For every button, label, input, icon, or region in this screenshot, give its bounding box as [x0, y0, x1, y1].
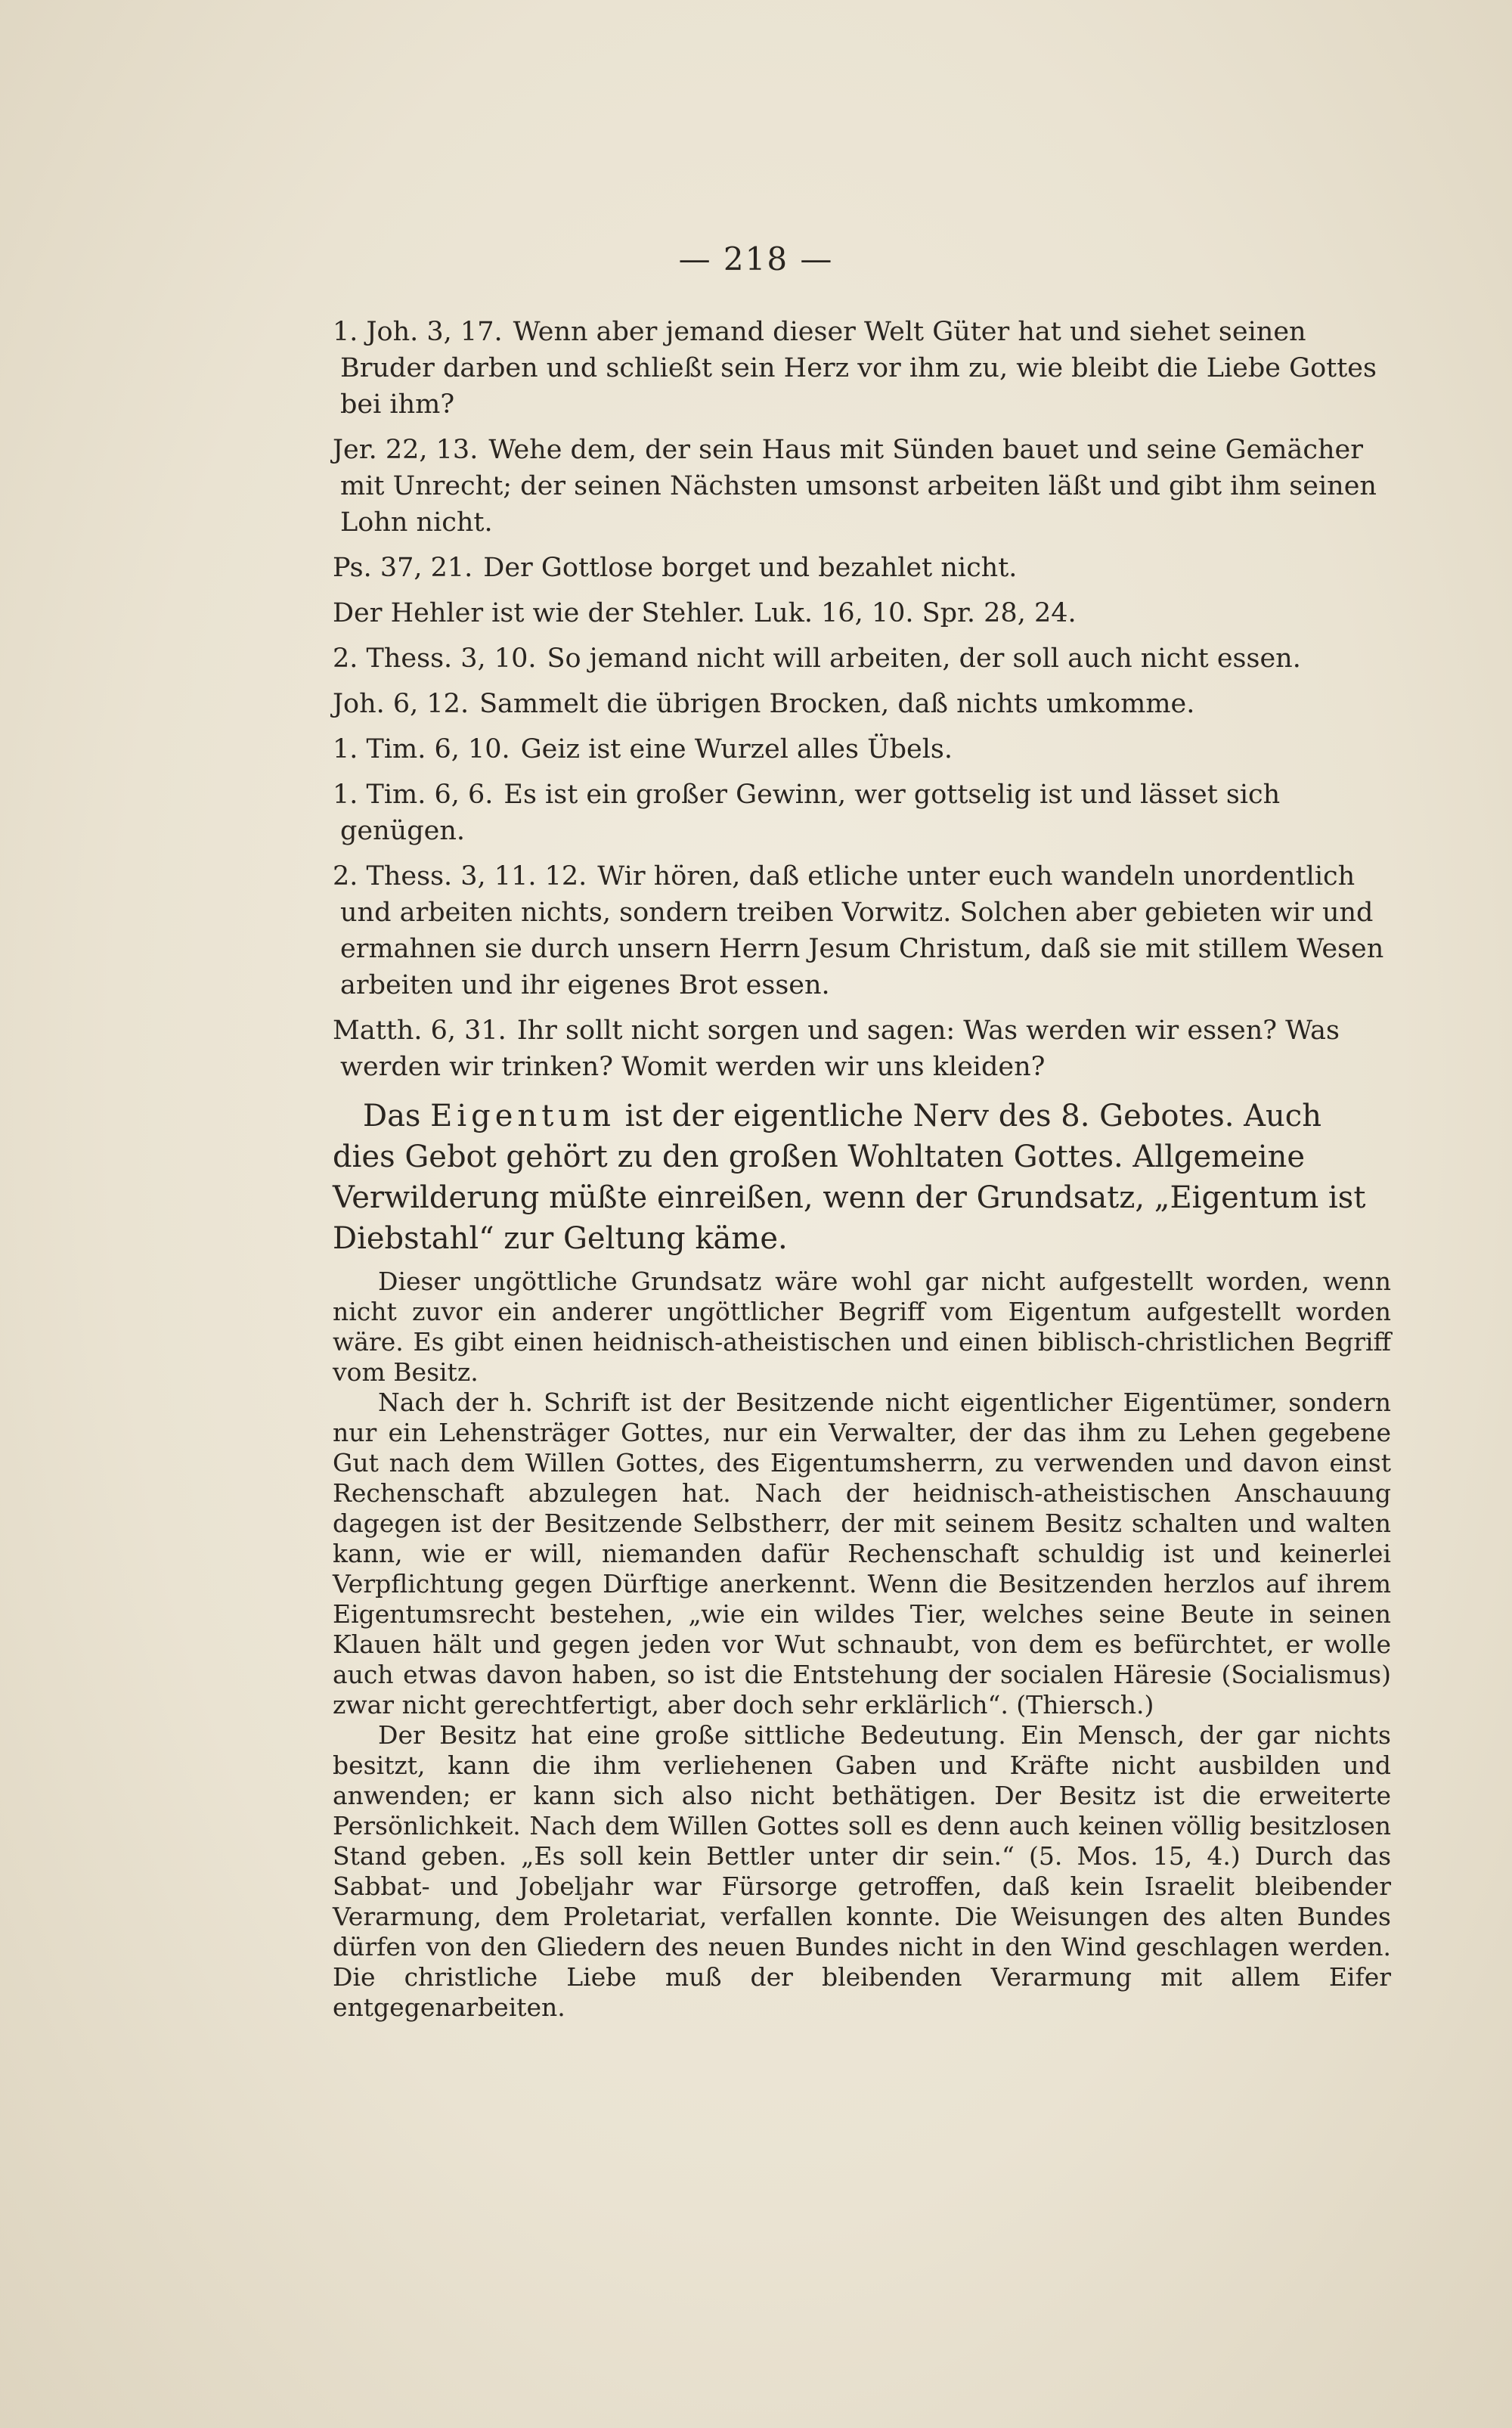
verse-reference: 2. Thess. 3, 10.: [333, 643, 537, 674]
verse-reference: 1. Joh. 3, 17.: [333, 317, 503, 347]
verse-list: [333, 314, 1391, 1085]
verse-reference: Ps. 37, 21.: [333, 553, 473, 583]
verse-text: Der Gottlose borget und bezahlet nicht.: [483, 553, 1018, 583]
intro-text: ist der eigentliche Nerv des 8. Gebotes. Auch dies Gebot gehört zu den großen Wohltaten Gottes. Allgemeine Verwilderung müßte einreißen, wenn der Grundsatz, „Eigentum ist Diebstahl“ zur Geltung käme.: [333, 1099, 1366, 1256]
verse-text: Wenn aber jemand dieser Welt Güter hat und siehet seinen Bruder darben und schließt sein Herz vor ihm zu, wie bleibt die Liebe Gottes bei ihm?: [340, 317, 1377, 420]
verse-reference: 2. Thess. 3, 11. 12.: [333, 861, 587, 892]
verse: [333, 595, 1391, 631]
verse-reference: 1. Tim. 6, 10.: [333, 734, 510, 764]
verse-text: Wehe dem, der sein Haus mit Sünden bauet und seine Gemächer mit Unrecht; der seinen Nächsten umsonst arbeiten läßt und gibt ihm seinen Lohn nicht.: [340, 435, 1377, 538]
verse-text: Der Hehler ist wie der Stehler. Luk. 16, 10. Spr. 28, 24.: [333, 598, 1077, 628]
verse-reference: 1. Tim. 6, 6.: [333, 780, 494, 810]
verse: [333, 777, 1391, 849]
verse: [333, 686, 1391, 722]
page-text: [333, 314, 1391, 2023]
verse-reference: Jer. 22, 13.: [333, 435, 479, 465]
verse-reference: Matth. 6, 31.: [333, 1016, 507, 1046]
verse-text: Wir hören, daß etliche unter euch wandeln unordentlich und arbeiten nichts, sondern treiben Vorwitz. Solchen aber gebieten wir und ermahnen sie durch unsern Herrn Jesum Christum, daß sie mit stillem Wesen arbeiten und ihr eigenes Brot essen.: [340, 861, 1384, 1000]
verse-text: So jemand nicht will arbeiten, der soll auch nicht essen.: [547, 643, 1301, 674]
body-paragraph: Dieser ungöttliche Grundsatz wäre wohl gar nicht aufgestellt worden, wenn nicht zuvor ein anderer ungöttlicher Begriff vom Eigentum aufgestellt worden wäre. Es gibt einen heidnisch-atheistischen und einen biblisch-christlichen Begriff vom Besitz.: [333, 1267, 1391, 1387]
page-number: — 218 —: [678, 240, 834, 278]
verse-text: Es ist ein großer Gewinn, wer gottselig ist und lässet sich genügen.: [340, 780, 1281, 846]
verse: [333, 550, 1391, 586]
verse-text: Ihr sollt nicht sorgen und sagen: Was werden wir essen? Was werden wir trinken? Womit werden wir uns kleiden?: [340, 1016, 1340, 1082]
verse: [333, 1012, 1391, 1085]
verse: [333, 640, 1391, 677]
intro-lead: Das: [363, 1099, 421, 1133]
intro-paragraph: [333, 1096, 1391, 1259]
body-paragraph: Der Besitz hat eine große sittliche Bedeutung. Ein Mensch, der gar nichts besitzt, kann die ihm verliehenen Gaben und Kräfte nicht ausbilden und anwenden; er kann sich also nicht bethätigen. Der Besitz ist die erweiterte Persönlichkeit. Nach dem Willen Gottes soll es denn auch keinen völlig besitzlosen Stand geben. „Es soll kein Bettler unter dir sein.“ (5. Mos. 15, 4.) Durch das Sabbat- und Jobeljahr war Fürsorge getroffen, daß kein Israelit bleibender Verarmung, dem Proletariat, verfallen konnte. Die Weisungen des alten Bundes dürfen von den Gliedern des neuen Bundes nicht in den Wind geschlagen werden. Die christliche Liebe muß der bleibenden Verarmung mit allem Eifer entgegenarbeiten.: [333, 1720, 1391, 2022]
verse: [333, 731, 1391, 767]
body-paragraph: Nach der h. Schrift ist der Besitzende nicht eigentlicher Eigentümer, sondern nur ein Lehensträger Gottes, nur ein Verwalter, der das ihm zu Lehen gegebene Gut nach dem Willen Gottes, des Eigentumsherrn, zu verwenden und davon einst Rechenschaft abzulegen hat. Nach der heidnisch-atheistischen Anschauung dagegen ist der Besitzende Selbstherr, der mit seinem Besitz schalten und walten kann, wie er will, niemanden dafür Rechenschaft schuldig ist und keinerlei Verpflichtung gegen Dürftige anerkennt. Wenn die Besitzenden herzlos auf ihrem Eigentumsrecht bestehen, „wie ein wildes Tier, welches seine Beute in seinen Klauen hält und gegen jeden vor Wut schnaubt, von dem es befürchtet, er wolle auch etwas davon haben, so ist die Entstehung der socialen Häresie (Socialismus) zwar nicht gerechtfertigt, aber doch sehr erklärlich“. (Thiersch.): [333, 1388, 1391, 1719]
verse-reference: Joh. 6, 12.: [333, 689, 469, 719]
verse: [333, 858, 1391, 1003]
verse-text: Geiz ist eine Wurzel alles Übels.: [520, 734, 953, 764]
verse: [333, 432, 1391, 541]
verse: [333, 314, 1391, 423]
intro-keyword: Eigentum: [430, 1099, 615, 1133]
verse-text: Sammelt die übrigen Brocken, daß nichts umkomme.: [479, 689, 1195, 719]
